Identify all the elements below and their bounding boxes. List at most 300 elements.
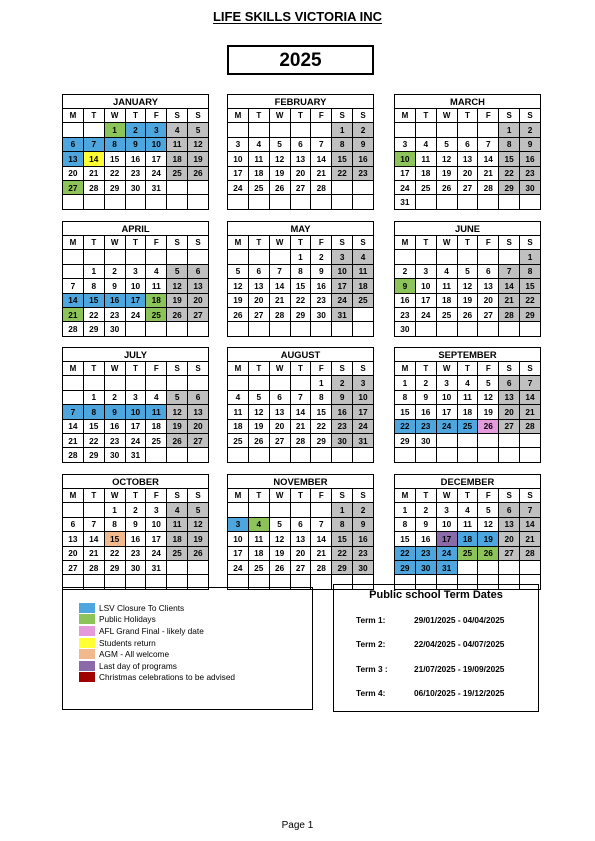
empty-cell <box>499 322 520 336</box>
day-cell: 7 <box>311 517 332 531</box>
empty-cell <box>146 322 167 336</box>
day-cell: 7 <box>290 390 311 404</box>
day-cell: 27 <box>290 560 311 574</box>
legend-label: Christmas celebrations to be advised <box>99 672 236 683</box>
month-name: FEBRUARY <box>228 95 374 109</box>
empty-cell <box>269 322 290 336</box>
day-cell: 26 <box>228 307 249 321</box>
day-cell: 10 <box>332 264 353 278</box>
day-cell: 10 <box>125 405 146 419</box>
day-cell: 5 <box>188 503 209 517</box>
month-august <box>227 347 374 463</box>
empty-cell <box>83 376 104 390</box>
empty-cell <box>332 195 353 209</box>
weekday-label: T <box>83 489 104 503</box>
day-cell: 7 <box>269 264 290 278</box>
day-cell: 22 <box>332 166 353 180</box>
day-cell: 26 <box>188 166 209 180</box>
day-cell: 9 <box>125 517 146 531</box>
day-cell: 15 <box>311 405 332 419</box>
empty-cell <box>167 560 188 574</box>
day-cell: 13 <box>188 279 209 293</box>
weekday-label: M <box>228 109 249 123</box>
day-cell: 24 <box>436 419 457 433</box>
empty-cell <box>436 448 457 462</box>
empty-cell <box>167 250 188 264</box>
day-cell: 12 <box>269 532 290 546</box>
weekday-label: T <box>125 109 146 123</box>
legend-item <box>79 648 312 660</box>
day-cell: 13 <box>290 532 311 546</box>
weekday-label: T <box>457 109 478 123</box>
day-cell: 30 <box>311 307 332 321</box>
day-cell: 28 <box>63 322 84 336</box>
day-cell: 30 <box>104 448 125 462</box>
empty-cell <box>415 250 436 264</box>
weekday-label: T <box>248 109 269 123</box>
day-cell: 26 <box>478 419 499 433</box>
day-cell: 9 <box>104 279 125 293</box>
day-cell: 22 <box>499 166 520 180</box>
day-cell: 18 <box>146 293 167 307</box>
empty-cell <box>228 250 249 264</box>
day-cell: 29 <box>395 560 416 574</box>
day-cell: 14 <box>478 152 499 166</box>
empty-cell <box>395 448 416 462</box>
weekday-label: M <box>63 362 84 376</box>
empty-cell <box>269 250 290 264</box>
day-cell: 12 <box>228 279 249 293</box>
month-june <box>394 221 541 337</box>
day-cell: 3 <box>332 250 353 264</box>
day-cell: 30 <box>415 560 436 574</box>
day-cell: 21 <box>311 166 332 180</box>
day-cell: 29 <box>83 448 104 462</box>
day-cell: 31 <box>125 448 146 462</box>
weekday-label: T <box>415 362 436 376</box>
weekday-label: W <box>104 109 125 123</box>
day-cell: 12 <box>269 152 290 166</box>
empty-cell <box>478 448 499 462</box>
weekday-label: S <box>520 489 541 503</box>
month-name: NOVEMBER <box>228 475 374 489</box>
day-cell: 3 <box>146 123 167 137</box>
weekday-label: T <box>125 236 146 250</box>
day-cell: 25 <box>167 546 188 560</box>
weekday-label: S <box>167 489 188 503</box>
empty-cell <box>146 376 167 390</box>
month-february <box>227 94 374 210</box>
day-cell: 7 <box>478 137 499 151</box>
day-cell: 7 <box>83 137 104 151</box>
day-cell: 2 <box>125 503 146 517</box>
day-cell: 27 <box>457 180 478 194</box>
legend-item <box>79 625 312 637</box>
day-cell: 10 <box>415 279 436 293</box>
day-cell: 30 <box>415 433 436 447</box>
weekday-label: T <box>83 362 104 376</box>
month-name: APRIL <box>63 222 209 236</box>
empty-cell <box>311 503 332 517</box>
term-label: Term 1: <box>356 615 386 625</box>
day-cell: 17 <box>228 546 249 560</box>
day-cell: 4 <box>146 264 167 278</box>
weekday-label: S <box>499 236 520 250</box>
day-cell: 8 <box>104 517 125 531</box>
day-cell: 25 <box>457 546 478 560</box>
day-cell: 9 <box>415 390 436 404</box>
month-september <box>394 347 541 463</box>
day-cell: 24 <box>415 307 436 321</box>
day-cell: 28 <box>269 307 290 321</box>
day-cell: 6 <box>188 390 209 404</box>
day-cell: 2 <box>353 503 374 517</box>
term-dates-title: Public school Term Dates <box>369 589 503 601</box>
weekday-label: S <box>353 362 374 376</box>
day-cell: 8 <box>395 390 416 404</box>
weekday-label: T <box>415 489 436 503</box>
empty-cell <box>478 123 499 137</box>
day-cell: 9 <box>415 517 436 531</box>
day-cell: 29 <box>83 322 104 336</box>
day-cell: 22 <box>83 307 104 321</box>
day-cell: 15 <box>395 405 416 419</box>
day-cell: 30 <box>520 180 541 194</box>
day-cell: 2 <box>125 123 146 137</box>
empty-cell <box>353 180 374 194</box>
day-cell: 15 <box>332 532 353 546</box>
day-cell: 13 <box>290 152 311 166</box>
day-cell: 24 <box>353 419 374 433</box>
day-cell: 28 <box>478 180 499 194</box>
empty-cell <box>125 250 146 264</box>
weekday-label: S <box>188 109 209 123</box>
day-cell: 4 <box>436 264 457 278</box>
day-cell: 20 <box>499 405 520 419</box>
day-cell: 23 <box>311 293 332 307</box>
day-cell: 6 <box>457 137 478 151</box>
empty-cell <box>499 250 520 264</box>
day-cell: 31 <box>332 307 353 321</box>
day-cell: 10 <box>436 517 457 531</box>
day-cell: 21 <box>311 546 332 560</box>
legend-label: AFL Grand Final - likely date <box>99 625 204 636</box>
day-cell: 11 <box>167 517 188 531</box>
weekday-label: T <box>83 109 104 123</box>
day-cell: 2 <box>353 123 374 137</box>
day-cell: 31 <box>353 433 374 447</box>
day-cell: 10 <box>228 152 249 166</box>
empty-cell <box>353 307 374 321</box>
day-cell: 27 <box>290 180 311 194</box>
weekday-label: F <box>311 362 332 376</box>
day-cell: 29 <box>290 307 311 321</box>
day-cell: 23 <box>353 546 374 560</box>
legend-item <box>79 602 312 614</box>
day-cell: 11 <box>146 279 167 293</box>
day-cell: 12 <box>188 517 209 531</box>
day-cell: 4 <box>146 390 167 404</box>
day-cell: 5 <box>269 517 290 531</box>
empty-cell <box>146 195 167 209</box>
day-cell: 19 <box>478 405 499 419</box>
empty-cell <box>269 376 290 390</box>
empty-cell <box>269 123 290 137</box>
weekday-label: F <box>311 109 332 123</box>
day-cell: 28 <box>520 419 541 433</box>
legend-item <box>79 660 312 672</box>
day-cell: 20 <box>269 419 290 433</box>
day-cell: 4 <box>167 503 188 517</box>
day-cell: 22 <box>311 419 332 433</box>
empty-cell <box>353 195 374 209</box>
day-cell: 28 <box>290 433 311 447</box>
empty-cell <box>248 322 269 336</box>
day-cell: 4 <box>457 376 478 390</box>
day-cell: 25 <box>228 433 249 447</box>
weekday-label: M <box>395 362 416 376</box>
empty-cell <box>436 433 457 447</box>
day-cell: 4 <box>457 503 478 517</box>
day-cell: 16 <box>353 152 374 166</box>
day-cell: 23 <box>332 419 353 433</box>
weekday-label: S <box>188 236 209 250</box>
empty-cell <box>63 250 84 264</box>
term-dates: 21/07/2025 - 19/09/2025 <box>414 664 505 674</box>
day-cell: 29 <box>395 433 416 447</box>
day-cell: 26 <box>436 180 457 194</box>
day-cell: 10 <box>125 279 146 293</box>
weekday-label: M <box>63 489 84 503</box>
empty-cell <box>248 250 269 264</box>
day-cell: 20 <box>63 166 84 180</box>
month-name: SEPTEMBER <box>395 348 541 362</box>
weekday-label: T <box>83 236 104 250</box>
day-cell: 23 <box>125 166 146 180</box>
day-cell: 11 <box>248 152 269 166</box>
day-cell: 1 <box>104 123 125 137</box>
empty-cell <box>188 250 209 264</box>
empty-cell <box>167 195 188 209</box>
weekday-label: T <box>248 489 269 503</box>
empty-cell <box>520 322 541 336</box>
day-cell: 15 <box>83 419 104 433</box>
day-cell: 1 <box>499 123 520 137</box>
month-january <box>62 94 209 210</box>
empty-cell <box>311 575 332 589</box>
day-cell: 14 <box>311 532 332 546</box>
empty-cell <box>167 376 188 390</box>
day-cell: 15 <box>395 532 416 546</box>
empty-cell <box>436 250 457 264</box>
day-cell: 15 <box>520 279 541 293</box>
day-cell: 31 <box>436 560 457 574</box>
legend-swatch <box>79 672 95 682</box>
month-name: DECEMBER <box>395 475 541 489</box>
day-cell: 24 <box>146 546 167 560</box>
day-cell: 21 <box>83 546 104 560</box>
day-cell: 1 <box>395 376 416 390</box>
day-cell: 6 <box>63 137 84 151</box>
empty-cell <box>83 195 104 209</box>
day-cell: 14 <box>311 152 332 166</box>
day-cell: 6 <box>269 390 290 404</box>
empty-cell <box>269 195 290 209</box>
day-cell: 26 <box>167 307 188 321</box>
day-cell: 11 <box>457 390 478 404</box>
legend-swatch <box>79 614 95 624</box>
day-cell: 23 <box>125 546 146 560</box>
empty-cell <box>83 123 104 137</box>
weekday-label: F <box>146 109 167 123</box>
day-cell: 11 <box>457 517 478 531</box>
day-cell: 4 <box>353 250 374 264</box>
day-cell: 2 <box>415 376 436 390</box>
empty-cell <box>228 503 249 517</box>
day-cell: 16 <box>395 293 416 307</box>
day-cell: 27 <box>499 419 520 433</box>
empty-cell <box>83 503 104 517</box>
day-cell: 8 <box>499 137 520 151</box>
weekday-label: M <box>228 236 249 250</box>
day-cell: 28 <box>311 560 332 574</box>
day-cell: 1 <box>83 264 104 278</box>
day-cell: 28 <box>499 307 520 321</box>
day-cell: 17 <box>228 166 249 180</box>
term-dates-box <box>333 584 539 712</box>
weekday-label: T <box>248 362 269 376</box>
empty-cell <box>228 123 249 137</box>
day-cell: 13 <box>188 405 209 419</box>
day-cell: 9 <box>395 279 416 293</box>
empty-cell <box>146 250 167 264</box>
empty-cell <box>520 560 541 574</box>
weekday-label: M <box>63 236 84 250</box>
day-cell: 3 <box>125 264 146 278</box>
day-cell: 23 <box>104 307 125 321</box>
empty-cell <box>290 123 311 137</box>
day-cell: 11 <box>436 279 457 293</box>
empty-cell <box>228 376 249 390</box>
weekday-label: T <box>457 362 478 376</box>
empty-cell <box>63 390 84 404</box>
empty-cell <box>188 322 209 336</box>
day-cell: 27 <box>188 433 209 447</box>
day-cell: 24 <box>228 180 249 194</box>
day-cell: 6 <box>290 137 311 151</box>
day-cell: 22 <box>104 166 125 180</box>
day-cell: 24 <box>228 560 249 574</box>
day-cell: 20 <box>188 419 209 433</box>
day-cell: 6 <box>478 264 499 278</box>
day-cell: 19 <box>436 166 457 180</box>
weekday-label: S <box>499 109 520 123</box>
day-cell: 3 <box>146 503 167 517</box>
day-cell: 28 <box>83 180 104 194</box>
day-cell: 16 <box>125 152 146 166</box>
empty-cell <box>290 195 311 209</box>
day-cell: 9 <box>332 390 353 404</box>
empty-cell <box>478 195 499 209</box>
day-cell: 26 <box>188 546 209 560</box>
empty-cell <box>228 195 249 209</box>
empty-cell <box>63 503 84 517</box>
day-cell: 18 <box>436 293 457 307</box>
month-april <box>62 221 209 337</box>
weekday-label: F <box>478 489 499 503</box>
empty-cell <box>228 448 249 462</box>
empty-cell <box>146 448 167 462</box>
empty-cell <box>104 250 125 264</box>
day-cell: 4 <box>415 137 436 151</box>
legend-label: Public Holidays <box>99 614 156 625</box>
day-cell: 21 <box>499 293 520 307</box>
day-cell: 8 <box>311 390 332 404</box>
day-cell: 4 <box>228 390 249 404</box>
day-cell: 8 <box>290 264 311 278</box>
day-cell: 2 <box>104 264 125 278</box>
day-cell: 27 <box>499 546 520 560</box>
weekday-label: S <box>332 362 353 376</box>
day-cell: 17 <box>436 405 457 419</box>
empty-cell <box>248 123 269 137</box>
legend-swatch <box>79 603 95 613</box>
day-cell: 13 <box>478 279 499 293</box>
day-cell: 20 <box>290 546 311 560</box>
day-cell: 16 <box>332 405 353 419</box>
empty-cell <box>457 448 478 462</box>
day-cell: 23 <box>395 307 416 321</box>
empty-cell <box>457 560 478 574</box>
day-cell: 5 <box>167 390 188 404</box>
weekday-label: T <box>457 236 478 250</box>
month-may <box>227 221 374 337</box>
day-cell: 21 <box>269 293 290 307</box>
day-cell: 4 <box>248 137 269 151</box>
day-cell: 11 <box>353 264 374 278</box>
empty-cell <box>436 123 457 137</box>
day-cell: 6 <box>248 264 269 278</box>
day-cell: 8 <box>332 137 353 151</box>
weekday-label: S <box>332 489 353 503</box>
empty-cell <box>63 264 84 278</box>
day-cell: 20 <box>188 293 209 307</box>
day-cell: 2 <box>311 250 332 264</box>
empty-cell <box>248 503 269 517</box>
day-cell: 19 <box>269 546 290 560</box>
empty-cell <box>478 433 499 447</box>
weekday-label: M <box>395 489 416 503</box>
day-cell: 13 <box>248 279 269 293</box>
day-cell: 18 <box>457 532 478 546</box>
empty-cell <box>415 448 436 462</box>
weekday-label: T <box>290 489 311 503</box>
weekday-label: W <box>436 362 457 376</box>
weekday-label: S <box>167 236 188 250</box>
day-cell: 31 <box>146 180 167 194</box>
day-cell: 14 <box>83 152 104 166</box>
weekday-label: F <box>478 109 499 123</box>
empty-cell <box>499 195 520 209</box>
empty-cell <box>125 195 146 209</box>
day-cell: 8 <box>520 264 541 278</box>
weekday-label: S <box>499 489 520 503</box>
month-march <box>394 94 541 210</box>
day-cell: 2 <box>415 503 436 517</box>
day-cell: 20 <box>248 293 269 307</box>
weekday-label: S <box>520 236 541 250</box>
day-cell: 24 <box>332 293 353 307</box>
